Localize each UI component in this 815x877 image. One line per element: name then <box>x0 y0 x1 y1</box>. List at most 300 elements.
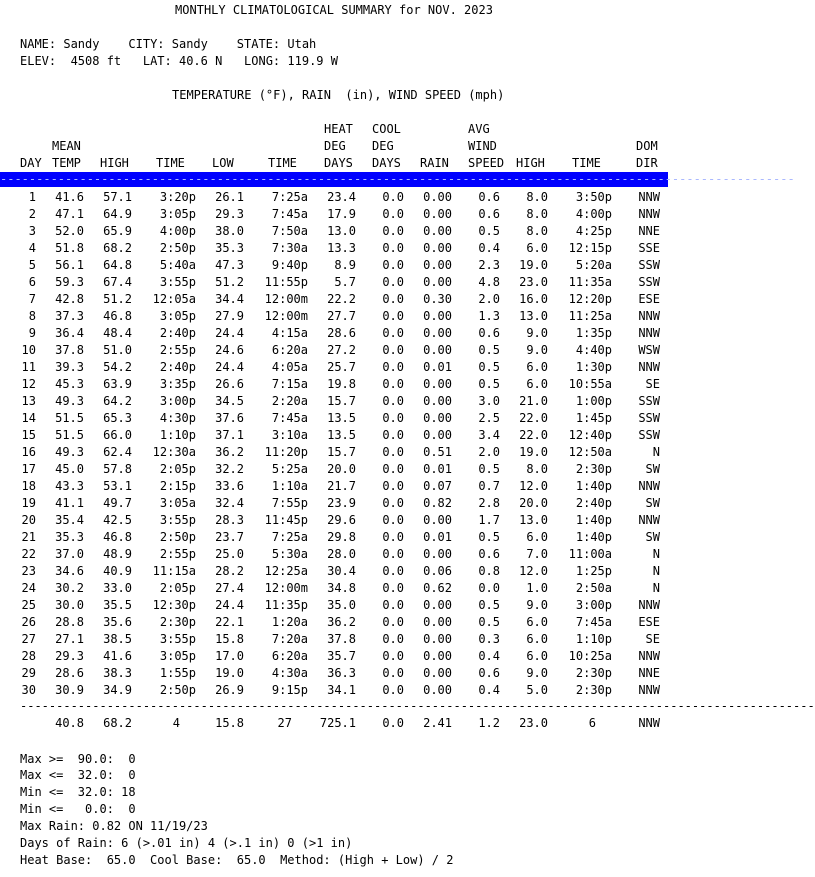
table-row <box>0 597 668 614</box>
wind-high-cell: 8.0 <box>526 224 548 238</box>
heat-days-cell: 35.0 <box>327 598 356 612</box>
dom-dir-cell: ESE <box>638 292 660 306</box>
day-cell: 10 <box>21 343 36 357</box>
cool-days-cell: 0.0 <box>382 666 404 680</box>
dom-dir-cell: SW <box>645 530 660 544</box>
station-lat: 40.6 N <box>178 54 223 68</box>
wind-time-cell: 1:00p <box>575 394 612 408</box>
summary-days-of-rain: Days of Rain: 6 (>.01 in) 4 (>.1 in) 0 (>1 in) <box>20 836 353 850</box>
high-temp-cell: 67.4 <box>103 275 132 289</box>
wind-time-cell: 2:30p <box>575 666 612 680</box>
high-temp-cell: 68.2 <box>103 241 132 255</box>
heat-days-cell: 5.7 <box>334 275 356 289</box>
header-time: TIME <box>156 156 185 170</box>
table-row <box>0 512 668 529</box>
avg-wind-cell: 0.5 <box>478 360 500 374</box>
low-temp-cell: 36.2 <box>215 445 244 459</box>
wind-time-cell: 10:25a <box>568 649 612 663</box>
mean-temp-cell: 42.8 <box>55 292 84 306</box>
low-temp-cell: 26.6 <box>215 377 244 391</box>
low-time-cell: 11:35p <box>264 598 308 612</box>
header-avg: AVG <box>468 122 490 136</box>
table-row <box>0 563 668 580</box>
heat-days-cell: 35.7 <box>327 649 356 663</box>
wind-time-cell: 7:45a <box>575 615 612 629</box>
low-time-cell: 12:00m <box>264 581 308 595</box>
table-row <box>0 274 668 291</box>
day-cell: 14 <box>21 411 36 425</box>
header-cool: COOL <box>372 122 401 136</box>
low-time-cell: 9:15p <box>271 683 308 697</box>
total-high-day: 4 <box>172 716 180 730</box>
table-row <box>0 444 668 461</box>
day-cell: 19 <box>21 496 36 510</box>
low-time-cell: 6:20a <box>271 649 308 663</box>
rain-cell: 0.00 <box>423 343 452 357</box>
heat-days-cell: 29.8 <box>327 530 356 544</box>
dom-dir-cell: NNW <box>638 360 660 374</box>
table-row <box>0 308 668 325</box>
dom-dir-cell: SW <box>645 462 660 476</box>
rain-cell: 0.00 <box>423 241 452 255</box>
wind-time-cell: 11:35a <box>568 275 612 289</box>
dom-dir-cell: SSW <box>638 411 660 425</box>
low-temp-cell: 35.3 <box>215 241 244 255</box>
long-label: LONG: <box>244 54 281 68</box>
cool-days-cell: 0.0 <box>382 309 404 323</box>
table-row <box>0 206 668 223</box>
table-row <box>0 461 668 478</box>
rain-cell: 0.00 <box>423 632 452 646</box>
day-cell: 1 <box>28 190 36 204</box>
wind-high-cell: 13.0 <box>519 513 548 527</box>
cool-days-cell: 0.0 <box>382 275 404 289</box>
heat-days-cell: 34.8 <box>327 581 356 595</box>
day-cell: 26 <box>21 615 36 629</box>
mean-temp-cell: 30.2 <box>55 581 84 595</box>
low-temp-cell: 26.1 <box>215 190 244 204</box>
day-cell: 17 <box>21 462 36 476</box>
high-temp-cell: 38.5 <box>103 632 132 646</box>
high-temp-cell: 48.4 <box>103 326 132 340</box>
low-time-cell: 4:30a <box>271 666 308 680</box>
rain-cell: 0.00 <box>423 258 452 272</box>
high-time-cell: 3:05p <box>159 309 196 323</box>
header-low-time: TIME <box>268 156 297 170</box>
mean-temp-cell: 41.6 <box>55 190 84 204</box>
wind-high-cell: 6.0 <box>526 241 548 255</box>
dom-dir-cell: NNW <box>638 683 660 697</box>
wind-high-cell: 22.0 <box>519 428 548 442</box>
avg-wind-cell: 0.6 <box>478 666 500 680</box>
dom-dir-cell: NNE <box>638 666 660 680</box>
heat-days-cell: 23.9 <box>327 496 356 510</box>
cool-days-cell: 0.0 <box>382 343 404 357</box>
total-mean: 40.8 <box>55 716 84 730</box>
day-cell: 13 <box>21 394 36 408</box>
mean-temp-cell: 37.8 <box>55 343 84 357</box>
mean-temp-cell: 30.9 <box>55 683 84 697</box>
day-cell: 22 <box>21 547 36 561</box>
mean-temp-cell: 35.4 <box>55 513 84 527</box>
wind-high-cell: 1.0 <box>526 581 548 595</box>
dom-dir-cell: NNW <box>638 326 660 340</box>
rain-cell: 0.07 <box>423 479 452 493</box>
day-cell: 21 <box>21 530 36 544</box>
low-temp-cell: 25.0 <box>215 547 244 561</box>
high-temp-cell: 54.2 <box>103 360 132 374</box>
wind-high-cell: 12.0 <box>519 479 548 493</box>
table-row <box>0 359 668 376</box>
low-time-cell: 9:40p <box>271 258 308 272</box>
heat-days-cell: 15.7 <box>327 445 356 459</box>
wind-time-cell: 1:25p <box>575 564 612 578</box>
heat-days-cell: 23.4 <box>327 190 356 204</box>
cool-days-cell: 0.0 <box>382 513 404 527</box>
high-time-cell: 2:40p <box>159 360 196 374</box>
cool-days-cell: 0.0 <box>382 207 404 221</box>
header-mean: MEAN <box>52 139 81 153</box>
header-wind-time: TIME <box>572 156 601 170</box>
heat-days-cell: 27.7 <box>327 309 356 323</box>
table-row <box>0 376 668 393</box>
wind-time-cell: 1:30p <box>575 360 612 374</box>
low-temp-cell: 37.6 <box>215 411 244 425</box>
mean-temp-cell: 47.1 <box>55 207 84 221</box>
mean-temp-cell: 39.3 <box>55 360 84 374</box>
avg-wind-cell: 0.6 <box>478 207 500 221</box>
cool-days-cell: 0.0 <box>382 224 404 238</box>
table-row <box>0 257 668 274</box>
avg-wind-cell: 0.4 <box>478 649 500 663</box>
station-name-line <box>20 36 316 53</box>
heat-days-cell: 29.6 <box>327 513 356 527</box>
header-low: LOW <box>212 156 234 170</box>
high-time-cell: 2:15p <box>159 479 196 493</box>
heat-days-cell: 15.7 <box>327 394 356 408</box>
avg-wind-cell: 3.4 <box>478 428 500 442</box>
header-speed: SPEED <box>468 156 505 170</box>
high-time-cell: 2:55p <box>159 343 196 357</box>
mean-temp-cell: 28.6 <box>55 666 84 680</box>
low-time-cell: 7:20a <box>271 632 308 646</box>
total-wind-high: 23.0 <box>519 716 548 730</box>
high-temp-cell: 64.9 <box>103 207 132 221</box>
rain-cell: 0.01 <box>423 360 452 374</box>
day-cell: 9 <box>28 326 36 340</box>
cool-days-cell: 0.0 <box>382 479 404 493</box>
avg-wind-cell: 0.6 <box>478 326 500 340</box>
heat-days-cell: 30.4 <box>327 564 356 578</box>
high-time-cell: 2:50p <box>159 683 196 697</box>
low-time-cell: 12:25a <box>264 564 308 578</box>
rain-cell: 0.00 <box>423 275 452 289</box>
totals-separator: -------------------------------------------------------------------------------------------------------------- <box>20 699 815 713</box>
name-label: NAME: <box>20 37 57 51</box>
day-cell: 30 <box>21 683 36 697</box>
station-city: Sandy <box>171 37 208 51</box>
table-row <box>0 410 668 427</box>
cool-days-cell: 0.0 <box>382 258 404 272</box>
low-temp-cell: 29.3 <box>215 207 244 221</box>
avg-wind-cell: 0.6 <box>478 190 500 204</box>
mean-temp-cell: 41.1 <box>55 496 84 510</box>
wind-time-cell: 12:50a <box>568 445 612 459</box>
day-cell: 27 <box>21 632 36 646</box>
units-subtitle: TEMPERATURE (°F), RAIN (in), WIND SPEED (mph) <box>172 88 505 102</box>
dom-dir-cell: SSE <box>638 241 660 255</box>
elev-label: ELEV: <box>20 54 57 68</box>
total-rain: 2.41 <box>423 716 452 730</box>
wind-time-cell: 2:30p <box>575 462 612 476</box>
heat-days-cell: 34.1 <box>327 683 356 697</box>
table-row <box>0 240 668 257</box>
avg-wind-cell: 0.5 <box>478 462 500 476</box>
wind-high-cell: 23.0 <box>519 275 548 289</box>
avg-wind-cell: 0.3 <box>478 632 500 646</box>
low-temp-cell: 17.0 <box>215 649 244 663</box>
cool-days-cell: 0.0 <box>382 377 404 391</box>
dom-dir-cell: SW <box>645 496 660 510</box>
low-temp-cell: 34.5 <box>215 394 244 408</box>
dom-dir-cell: NNE <box>638 224 660 238</box>
high-time-cell: 2:05p <box>159 462 196 476</box>
wind-high-cell: 6.0 <box>526 360 548 374</box>
total-wind-day: 6 <box>588 716 596 730</box>
rain-cell: 0.00 <box>423 513 452 527</box>
dom-dir-cell: ESE <box>638 615 660 629</box>
low-temp-cell: 22.1 <box>215 615 244 629</box>
dom-dir-cell: SE <box>645 377 660 391</box>
high-temp-cell: 64.8 <box>103 258 132 272</box>
heat-days-cell: 13.0 <box>327 224 356 238</box>
cool-days-cell: 0.0 <box>382 530 404 544</box>
day-cell: 8 <box>28 309 36 323</box>
avg-wind-cell: 1.3 <box>478 309 500 323</box>
high-temp-cell: 35.5 <box>103 598 132 612</box>
avg-wind-cell: 0.5 <box>478 530 500 544</box>
high-time-cell: 12:30p <box>152 598 196 612</box>
high-temp-cell: 65.9 <box>103 224 132 238</box>
mean-temp-cell: 51.5 <box>55 428 84 442</box>
rain-cell: 0.00 <box>423 649 452 663</box>
low-temp-cell: 27.4 <box>215 581 244 595</box>
avg-wind-cell: 0.0 <box>478 581 500 595</box>
total-avg-wind: 1.2 <box>478 716 500 730</box>
wind-high-cell: 6.0 <box>526 649 548 663</box>
mean-temp-cell: 37.0 <box>55 547 84 561</box>
high-temp-cell: 66.0 <box>103 428 132 442</box>
cool-days-cell: 0.0 <box>382 649 404 663</box>
wind-time-cell: 11:00a <box>568 547 612 561</box>
table-row <box>0 189 668 206</box>
high-time-cell: 1:10p <box>159 428 196 442</box>
dom-dir-cell: N <box>652 581 660 595</box>
low-time-cell: 7:25a <box>271 190 308 204</box>
high-time-cell: 2:40p <box>159 326 196 340</box>
low-time-cell: 12:00m <box>264 292 308 306</box>
rain-cell: 0.00 <box>423 224 452 238</box>
cool-days-cell: 0.0 <box>382 564 404 578</box>
mean-temp-cell: 37.3 <box>55 309 84 323</box>
heat-days-cell: 27.2 <box>327 343 356 357</box>
header-day: DAY <box>20 156 42 170</box>
cool-days-cell: 0.0 <box>382 394 404 408</box>
wind-high-cell: 8.0 <box>526 207 548 221</box>
wind-high-cell: 16.0 <box>519 292 548 306</box>
avg-wind-cell: 0.5 <box>478 377 500 391</box>
wind-time-cell: 1:10p <box>575 632 612 646</box>
avg-wind-cell: 0.4 <box>478 683 500 697</box>
mean-temp-cell: 35.3 <box>55 530 84 544</box>
dom-dir-cell: NNW <box>638 479 660 493</box>
mean-temp-cell: 27.1 <box>55 632 84 646</box>
cool-days-cell: 0.0 <box>382 428 404 442</box>
heat-days-cell: 25.7 <box>327 360 356 374</box>
low-temp-cell: 23.7 <box>215 530 244 544</box>
dom-dir-cell: NNW <box>638 207 660 221</box>
header-cool-deg: DEG <box>372 139 394 153</box>
low-temp-cell: 28.2 <box>215 564 244 578</box>
heat-days-cell: 20.0 <box>327 462 356 476</box>
high-time-cell: 3:05p <box>159 207 196 221</box>
total-dir: NNW <box>638 716 660 730</box>
rain-cell: 0.00 <box>423 377 452 391</box>
avg-wind-cell: 2.5 <box>478 411 500 425</box>
dom-dir-cell: N <box>652 445 660 459</box>
wind-time-cell: 1:40p <box>575 513 612 527</box>
station-state: Utah <box>287 37 317 51</box>
cool-days-cell: 0.0 <box>382 615 404 629</box>
cool-days-cell: 0.0 <box>382 598 404 612</box>
cool-days-cell: 0.0 <box>382 411 404 425</box>
mean-temp-cell: 56.1 <box>55 258 84 272</box>
high-time-cell: 3:05p <box>159 649 196 663</box>
heat-days-cell: 19.8 <box>327 377 356 391</box>
high-time-cell: 12:30a <box>152 445 196 459</box>
day-cell: 12 <box>21 377 36 391</box>
avg-wind-cell: 0.5 <box>478 343 500 357</box>
rain-cell: 0.00 <box>423 411 452 425</box>
low-time-cell: 7:45a <box>271 207 308 221</box>
dom-dir-cell: NNW <box>638 649 660 663</box>
low-time-cell: 11:20p <box>264 445 308 459</box>
rain-cell: 0.06 <box>423 564 452 578</box>
mean-temp-cell: 45.3 <box>55 377 84 391</box>
rain-cell: 0.62 <box>423 581 452 595</box>
day-cell: 29 <box>21 666 36 680</box>
low-time-cell: 7:50a <box>271 224 308 238</box>
table-row <box>0 546 668 563</box>
cool-days-cell: 0.0 <box>382 683 404 697</box>
high-time-cell: 3:55p <box>159 275 196 289</box>
lat-label: LAT: <box>142 54 172 68</box>
day-cell: 16 <box>21 445 36 459</box>
low-time-cell: 3:10a <box>271 428 308 442</box>
avg-wind-cell: 2.0 <box>478 292 500 306</box>
low-temp-cell: 37.1 <box>215 428 244 442</box>
wind-time-cell: 11:25a <box>568 309 612 323</box>
table-row <box>0 478 668 495</box>
day-cell: 3 <box>28 224 36 238</box>
day-cell: 18 <box>21 479 36 493</box>
station-long: 119.9 W <box>287 54 338 68</box>
wind-high-cell: 5.0 <box>526 683 548 697</box>
wind-high-cell: 21.0 <box>519 394 548 408</box>
wind-time-cell: 12:40p <box>568 428 612 442</box>
dom-dir-cell: NNW <box>638 309 660 323</box>
high-temp-cell: 35.6 <box>103 615 132 629</box>
low-time-cell: 5:30a <box>271 547 308 561</box>
wind-time-cell: 2:40p <box>575 496 612 510</box>
avg-wind-cell: 0.8 <box>478 564 500 578</box>
dom-dir-cell: N <box>652 547 660 561</box>
summary-heat-base: Heat Base: 65.0 Cool Base: 65.0 Method: (High + Low) / 2 <box>20 853 454 867</box>
high-time-cell: 4:00p <box>159 224 196 238</box>
table-row <box>0 342 668 359</box>
rain-cell: 0.82 <box>423 496 452 510</box>
city-label: CITY: <box>128 37 165 51</box>
cool-days-cell: 0.0 <box>382 462 404 476</box>
dom-dir-cell: SSW <box>638 394 660 408</box>
heat-days-cell: 13.3 <box>327 241 356 255</box>
cool-days-cell: 0.0 <box>382 326 404 340</box>
total-low-day: 27 <box>277 716 292 730</box>
heat-days-cell: 28.6 <box>327 326 356 340</box>
dom-dir-cell: NNW <box>638 190 660 204</box>
high-time-cell: 3:05a <box>159 496 196 510</box>
low-temp-cell: 28.3 <box>215 513 244 527</box>
heat-days-cell: 13.5 <box>327 411 356 425</box>
high-time-cell: 1:55p <box>159 666 196 680</box>
station-elev: 4508 ft <box>70 54 122 68</box>
wind-time-cell: 4:40p <box>575 343 612 357</box>
high-temp-cell: 49.7 <box>103 496 132 510</box>
wind-time-cell: 3:50p <box>575 190 612 204</box>
low-temp-cell: 32.2 <box>215 462 244 476</box>
avg-wind-cell: 2.3 <box>478 258 500 272</box>
low-temp-cell: 15.8 <box>215 632 244 646</box>
low-temp-cell: 19.0 <box>215 666 244 680</box>
high-temp-cell: 48.9 <box>103 547 132 561</box>
low-temp-cell: 27.9 <box>215 309 244 323</box>
dom-dir-cell: SSW <box>638 275 660 289</box>
header-cool-days: DAYS <box>372 156 401 170</box>
table-row <box>0 529 668 546</box>
high-time-cell: 12:05a <box>152 292 196 306</box>
avg-wind-cell: 0.6 <box>478 547 500 561</box>
day-cell: 7 <box>28 292 36 306</box>
day-cell: 20 <box>21 513 36 527</box>
day-cell: 23 <box>21 564 36 578</box>
low-time-cell: 4:05a <box>271 360 308 374</box>
low-temp-cell: 24.6 <box>215 343 244 357</box>
avg-wind-cell: 1.7 <box>478 513 500 527</box>
low-time-cell: 5:25a <box>271 462 308 476</box>
high-temp-cell: 41.6 <box>103 649 132 663</box>
header-dom: DOM <box>636 139 658 153</box>
table-row <box>0 631 668 648</box>
dom-dir-cell: N <box>652 564 660 578</box>
table-row <box>0 427 668 444</box>
cool-days-cell: 0.0 <box>382 581 404 595</box>
wind-time-cell: 10:55a <box>568 377 612 391</box>
heat-days-cell: 22.2 <box>327 292 356 306</box>
high-temp-cell: 62.4 <box>103 445 132 459</box>
avg-wind-cell: 0.5 <box>478 224 500 238</box>
table-row <box>0 291 668 308</box>
state-label: STATE: <box>236 37 281 51</box>
